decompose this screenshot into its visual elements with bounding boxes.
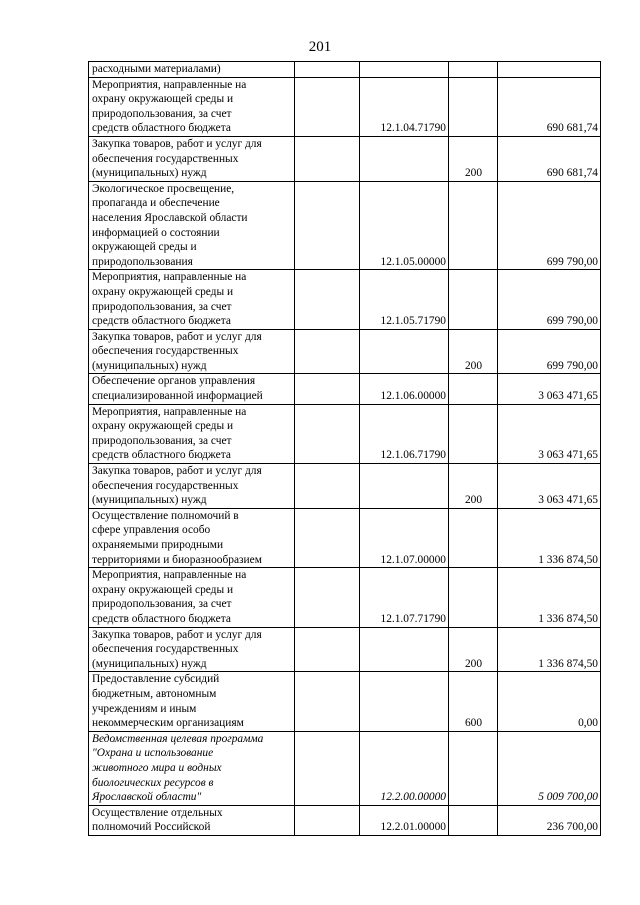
row-empty-cell bbox=[295, 672, 360, 731]
budget-table bbox=[88, 61, 601, 836]
row-empty-cell bbox=[295, 464, 360, 509]
row-code-cell: 12.1.07.00000 bbox=[360, 508, 449, 567]
row-expense-type-cell bbox=[449, 181, 498, 270]
row-expense-type-cell bbox=[449, 374, 498, 404]
row-expense-type-cell bbox=[449, 731, 498, 805]
row-empty-cell bbox=[295, 627, 360, 672]
row-name-cell: Ведомственная целевая программа "Охрана и использование животного мира и водных биологических ресурсов в Ярославской области" bbox=[89, 731, 295, 805]
row-empty-cell bbox=[295, 270, 360, 329]
row-code-cell bbox=[360, 136, 449, 181]
row-code-cell: 12.2.00.00000 bbox=[360, 731, 449, 805]
row-code-cell: 12.1.06.00000 bbox=[360, 374, 449, 404]
row-name-cell: Мероприятия, направленные на охрану окружающей среды и природопользования, за счет средств областного бюджета bbox=[89, 568, 295, 627]
row-empty-cell bbox=[295, 374, 360, 404]
row-sum-cell: 5 009 700,00 bbox=[498, 731, 601, 805]
row-code-cell: 12.2.01.00000 bbox=[360, 805, 449, 835]
table-row bbox=[89, 404, 601, 463]
row-code-cell: 12.1.05.71790 bbox=[360, 270, 449, 329]
row-empty-cell bbox=[295, 329, 360, 374]
row-name-cell: Закупка товаров, работ и услуг для обеспечения государственных (муниципальных) нужд bbox=[89, 329, 295, 374]
table-row bbox=[89, 672, 601, 731]
row-sum-cell: 1 336 874,50 bbox=[498, 627, 601, 672]
row-sum-cell: 699 790,00 bbox=[498, 270, 601, 329]
row-name-cell: Закупка товаров, работ и услуг для обеспечения государственных (муниципальных) нужд bbox=[89, 627, 295, 672]
row-name-cell: Мероприятия, направленные на охрану окружающей среды и природопользования, за счет средств областного бюджета bbox=[89, 404, 295, 463]
table-row bbox=[89, 568, 601, 627]
budget-table-body bbox=[89, 62, 601, 836]
row-name-cell: расходными материалами) bbox=[89, 62, 295, 78]
page-number: 201 bbox=[308, 39, 332, 55]
row-expense-type-cell bbox=[449, 568, 498, 627]
row-empty-cell bbox=[295, 568, 360, 627]
row-expense-type-cell: 200 bbox=[449, 329, 498, 374]
table-row bbox=[89, 374, 601, 404]
row-code-cell bbox=[360, 464, 449, 509]
row-sum-cell: 690 681,74 bbox=[498, 136, 601, 181]
row-name-cell: Осуществление отдельных полномочий Российской bbox=[89, 805, 295, 835]
row-expense-type-cell bbox=[449, 404, 498, 463]
row-expense-type-cell bbox=[449, 77, 498, 136]
row-code-cell: 12.1.07.71790 bbox=[360, 568, 449, 627]
row-code-cell: 12.1.04.71790 bbox=[360, 77, 449, 136]
table-row bbox=[89, 77, 601, 136]
row-sum-cell: 699 790,00 bbox=[498, 329, 601, 374]
table-row bbox=[89, 136, 601, 181]
row-sum-cell: 3 063 471,65 bbox=[498, 374, 601, 404]
row-sum-cell: 699 790,00 bbox=[498, 181, 601, 270]
row-expense-type-cell bbox=[449, 805, 498, 835]
row-code-cell bbox=[360, 62, 449, 78]
row-name-cell: Экологическое просвещение, пропаганда и обеспечение населения Ярославской области информацией о состоянии окружающей среды и природопользования bbox=[89, 181, 295, 270]
table-row bbox=[89, 805, 601, 835]
row-empty-cell bbox=[295, 805, 360, 835]
table-row bbox=[89, 329, 601, 374]
row-sum-cell: 236 700,00 bbox=[498, 805, 601, 835]
row-sum-cell: 1 336 874,50 bbox=[498, 568, 601, 627]
table-row bbox=[89, 62, 601, 78]
row-code-cell: 12.1.06.71790 bbox=[360, 404, 449, 463]
row-expense-type-cell bbox=[449, 62, 498, 78]
row-sum-cell: 3 063 471,65 bbox=[498, 464, 601, 509]
table-row bbox=[89, 181, 601, 270]
row-expense-type-cell bbox=[449, 508, 498, 567]
row-empty-cell bbox=[295, 508, 360, 567]
row-empty-cell bbox=[295, 181, 360, 270]
row-empty-cell bbox=[295, 62, 360, 78]
row-code-cell bbox=[360, 627, 449, 672]
row-name-cell: Мероприятия, направленные на охрану окружающей среды и природопользования, за счет средств областного бюджета bbox=[89, 77, 295, 136]
row-expense-type-cell bbox=[449, 270, 498, 329]
table-row bbox=[89, 731, 601, 805]
row-name-cell: Осуществление полномочий в сфере управления особо охраняемыми природными территориями и биоразнообразием bbox=[89, 508, 295, 567]
row-name-cell: Закупка товаров, работ и услуг для обеспечения государственных (муниципальных) нужд bbox=[89, 136, 295, 181]
row-expense-type-cell: 200 bbox=[449, 136, 498, 181]
row-sum-cell: 3 063 471,65 bbox=[498, 404, 601, 463]
row-expense-type-cell: 200 bbox=[449, 464, 498, 509]
row-code-cell bbox=[360, 672, 449, 731]
row-code-cell: 12.1.05.00000 bbox=[360, 181, 449, 270]
row-expense-type-cell: 200 bbox=[449, 627, 498, 672]
row-code-cell bbox=[360, 329, 449, 374]
row-sum-cell bbox=[498, 62, 601, 78]
row-name-cell: Закупка товаров, работ и услуг для обеспечения государственных (муниципальных) нужд bbox=[89, 464, 295, 509]
row-empty-cell bbox=[295, 404, 360, 463]
row-empty-cell bbox=[295, 77, 360, 136]
table-row bbox=[89, 464, 601, 509]
table-row bbox=[89, 270, 601, 329]
row-expense-type-cell: 600 bbox=[449, 672, 498, 731]
table-row bbox=[89, 627, 601, 672]
row-empty-cell bbox=[295, 136, 360, 181]
row-sum-cell: 690 681,74 bbox=[498, 77, 601, 136]
row-sum-cell: 1 336 874,50 bbox=[498, 508, 601, 567]
row-empty-cell bbox=[295, 731, 360, 805]
row-name-cell: Обеспечение органов управления специализированной информацией bbox=[89, 374, 295, 404]
row-name-cell: Предоставление субсидий бюджетным, автономным учреждениям и иным некоммерческим организациям bbox=[89, 672, 295, 731]
table-row bbox=[89, 508, 601, 567]
row-name-cell: Мероприятия, направленные на охрану окружающей среды и природопользования, за счет средств областного бюджета bbox=[89, 270, 295, 329]
row-sum-cell: 0,00 bbox=[498, 672, 601, 731]
